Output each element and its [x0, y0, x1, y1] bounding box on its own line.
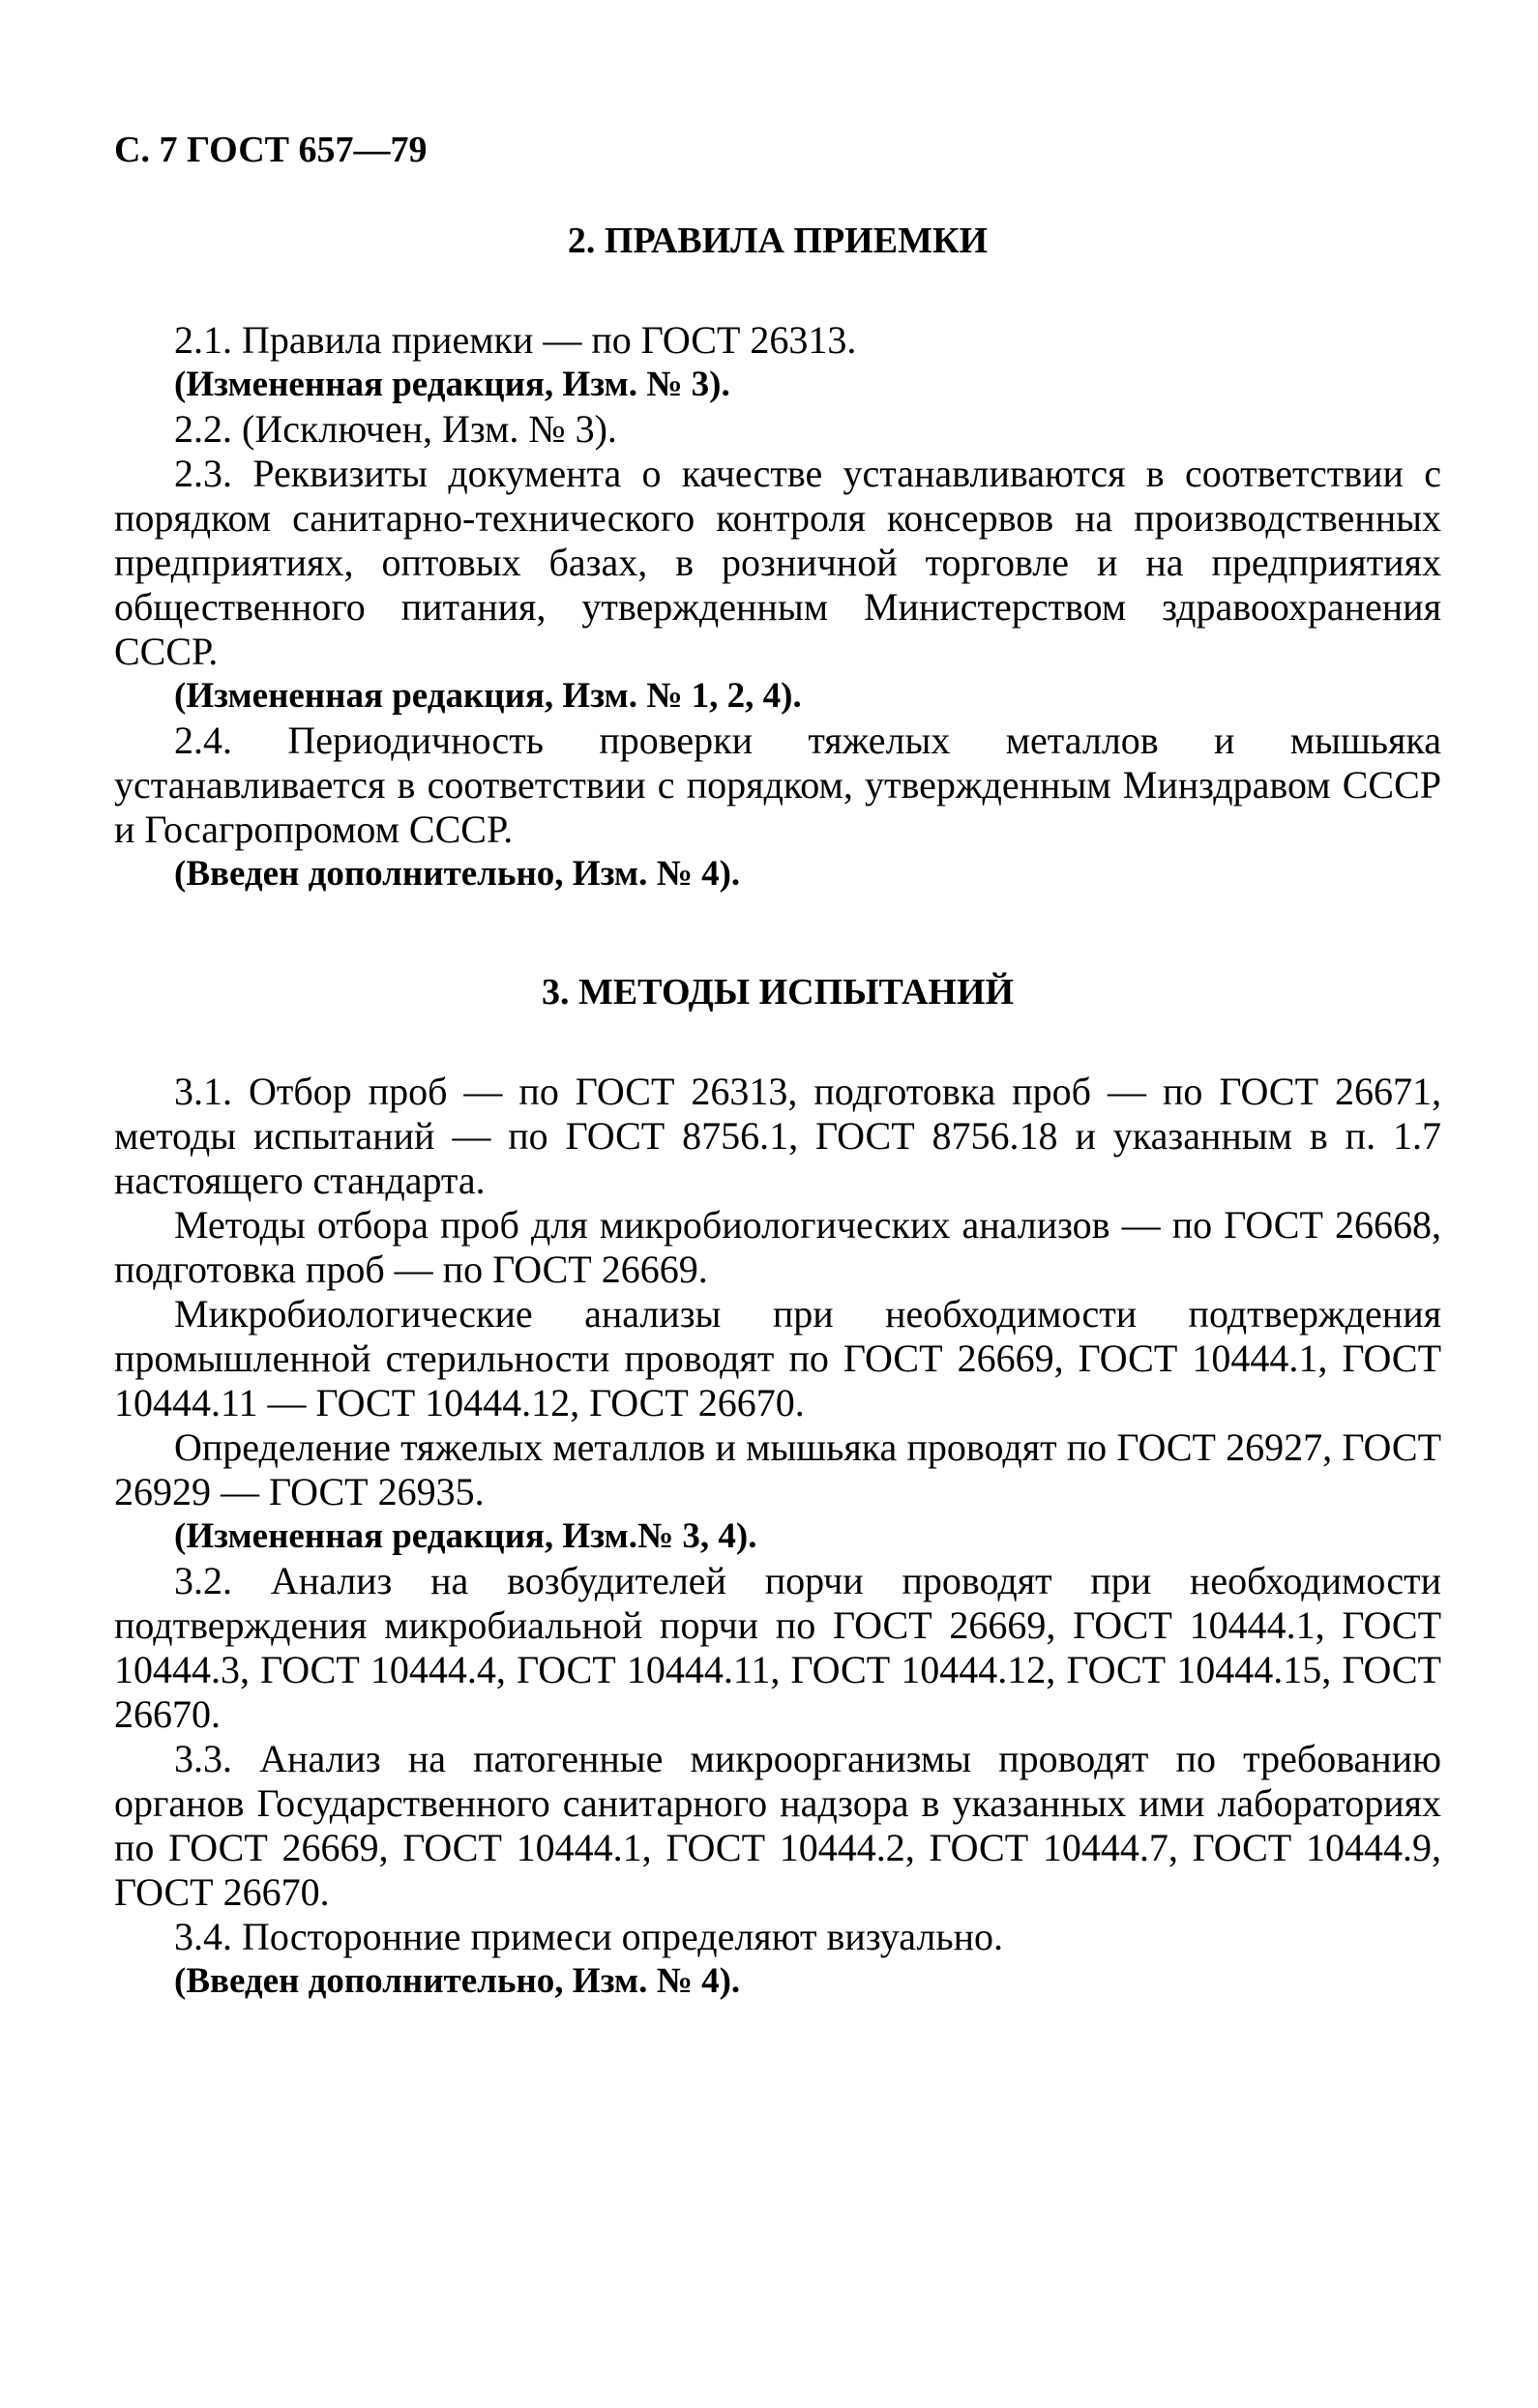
- paragraph-heavy-metals: Определение тяжелых металлов и мышьяка проводят по ГОСТ 26927, ГОСТ 26929 — ГОСТ 26935.: [114, 1425, 1441, 1513]
- clause-3-1: 3.1. Отбор проб — по ГОСТ 26313, подготовка проб — по ГОСТ 26671, методы испытаний — по ГОСТ 8756.1, ГОСТ 8756.18 и указанным в п. 1.7 настоящего стандарта.: [114, 1070, 1441, 1202]
- paragraph-microbiology: Микробиологические анализы при необходимости подтверждения промышленной стерильности проводят по ГОСТ 26669, ГОСТ 10444.1, ГОСТ 10444.11 — ГОСТ 10444.12, ГОСТ 26670.: [114, 1292, 1441, 1424]
- amendment-note: (Измененная редакция, Изм.№ 3, 4).: [174, 1516, 757, 1556]
- clause-2-2: 2.2. (Исключен, Изм. № 3).: [174, 407, 617, 451]
- paragraph-sampling: Методы отбора проб для микробиологических анализов — по ГОСТ 26668, подготовка проб — по ГОСТ 26669.: [114, 1203, 1441, 1291]
- amendment-note: (Измененная редакция, Изм. № 3).: [174, 365, 730, 404]
- clause-3-3: 3.3. Анализ на патогенные микроорганизмы проводят по требованию органов Государственного санитарного надзора в указанных ими лабораториях по ГОСТ 26669, ГОСТ 10444.1, ГОСТ 10444.2, ГОСТ 10444.7, ГОСТ 10444.9, ГОСТ 26670.: [114, 1737, 1441, 1914]
- running-head: С. 7 ГОСТ 657—79: [114, 130, 428, 170]
- section-acceptance-rules: [114, 219, 1441, 896]
- amendment-note: (Измененная редакция, Изм. № 1, 2, 4).: [174, 676, 802, 716]
- clause-2-4: 2.4. Периодичность проверки тяжелых металлов и мышьяка устанавливается в соответствии с порядком, утвержденным Минздравом СССР и Госагропромом СССР.: [114, 719, 1441, 851]
- clause-2-3: 2.3. Реквизиты документа о качестве устанавливаются в соответствии с порядком санитарно-технического контроля консервов на производственных предприятиях, оптовых базах, в розничной торговле и на предприятиях общественного питания, утвержденным Министерством здравоохранения СССР.: [114, 452, 1441, 673]
- amendment-note: (Введен дополнительно, Изм. № 4).: [174, 854, 741, 894]
- section-title: 3. МЕТОДЫ ИСПЫТАНИЙ: [541, 972, 1015, 1013]
- section-test-methods: [114, 970, 1441, 2004]
- amendment-note: (Введен дополнительно, Изм. № 4).: [174, 1961, 741, 2001]
- clause-3-4: 3.4. Посторонние примеси определяют визуально.: [174, 1915, 1003, 1958]
- clause-3-2: 3.2. Анализ на возбудителей порчи проводят при необходимости подтверждения микробиальной порчи по ГОСТ 26669, ГОСТ 10444.1, ГОСТ 10444.3, ГОСТ 10444.4, ГОСТ 10444.11, ГОСТ 10444.12, ГОСТ 10444.15, ГОСТ 26670.: [114, 1559, 1441, 1736]
- section-title: 2. ПРАВИЛА ПРИЕМКИ: [567, 220, 989, 261]
- clause-2-1: 2.1. Правила приемки — по ГОСТ 26313.: [174, 318, 857, 362]
